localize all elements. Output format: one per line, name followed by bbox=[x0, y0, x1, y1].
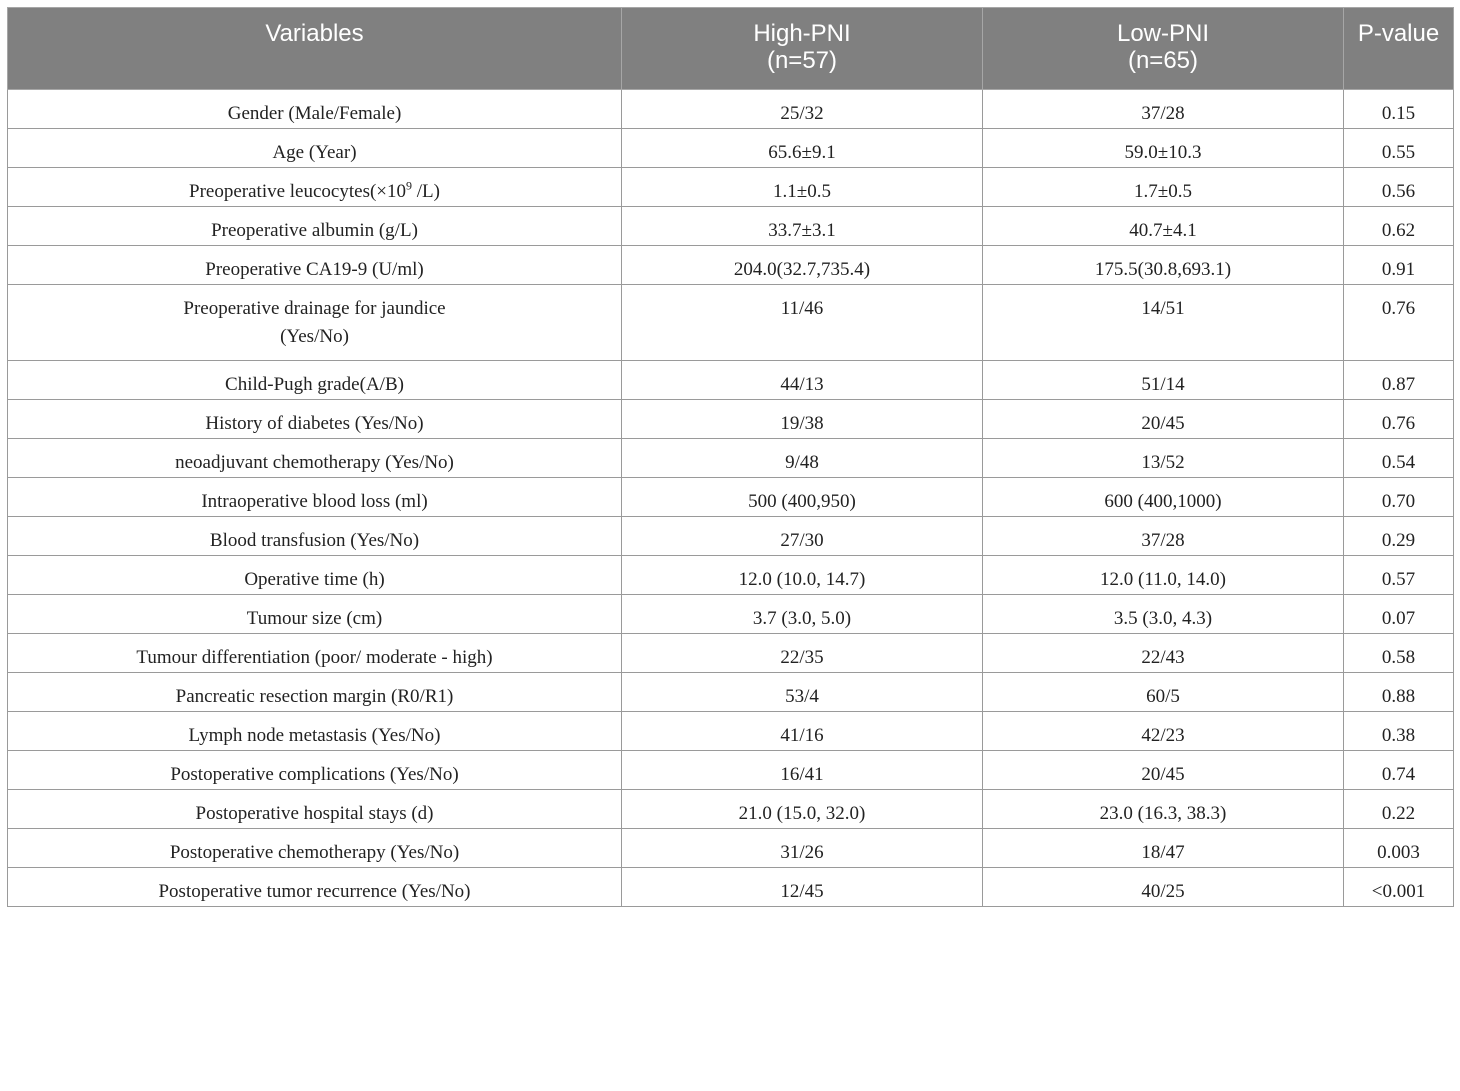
variable-cell: Intraoperative blood loss (ml) bbox=[8, 478, 622, 517]
p-value-cell: 0.70 bbox=[1344, 478, 1454, 517]
high-pni-cell: 25/32 bbox=[622, 90, 983, 129]
low-pni-cell: 13/52 bbox=[983, 439, 1344, 478]
low-pni-cell: 59.0±10.3 bbox=[983, 129, 1344, 168]
header-p-value: P-value bbox=[1344, 8, 1454, 90]
high-pni-cell: 22/35 bbox=[622, 634, 983, 673]
high-pni-cell: 16/41 bbox=[622, 751, 983, 790]
variable-cell: neoadjuvant chemotherapy (Yes/No) bbox=[8, 439, 622, 478]
table-row bbox=[8, 400, 1454, 439]
variable-cell: Tumour differentiation (poor/ moderate - high) bbox=[8, 634, 622, 673]
variable-cell: Pancreatic resection margin (R0/R1) bbox=[8, 673, 622, 712]
table-row bbox=[8, 556, 1454, 595]
table-row bbox=[8, 712, 1454, 751]
table-row bbox=[8, 673, 1454, 712]
high-pni-cell: 27/30 bbox=[622, 517, 983, 556]
table-row bbox=[8, 829, 1454, 868]
low-pni-cell: 3.5 (3.0, 4.3) bbox=[983, 595, 1344, 634]
variable-cell: Postoperative chemotherapy (Yes/No) bbox=[8, 829, 622, 868]
p-value-cell: 0.29 bbox=[1344, 517, 1454, 556]
table-row bbox=[8, 285, 1454, 361]
high-pni-cell: 21.0 (15.0, 32.0) bbox=[622, 790, 983, 829]
p-value-cell: 0.76 bbox=[1344, 285, 1454, 361]
variable-cell bbox=[8, 168, 622, 207]
variable-cell: Preoperative albumin (g/L) bbox=[8, 207, 622, 246]
p-value-cell: 0.76 bbox=[1344, 400, 1454, 439]
table-row bbox=[8, 790, 1454, 829]
header-high-pni-n: (n=57) bbox=[766, 47, 838, 74]
p-value-cell: 0.55 bbox=[1344, 129, 1454, 168]
header-low-pni-label: Low-PNI bbox=[1116, 20, 1210, 47]
high-pni-cell: 31/26 bbox=[622, 829, 983, 868]
p-value-cell: 0.91 bbox=[1344, 246, 1454, 285]
variable-cell: Postoperative hospital stays (d) bbox=[8, 790, 622, 829]
variable-cell: Gender (Male/Female) bbox=[8, 90, 622, 129]
p-value-cell: 0.54 bbox=[1344, 439, 1454, 478]
low-pni-cell: 1.7±0.5 bbox=[983, 168, 1344, 207]
variable-cell: Preoperative CA19-9 (U/ml) bbox=[8, 246, 622, 285]
low-pni-cell: 22/43 bbox=[983, 634, 1344, 673]
high-pni-cell: 44/13 bbox=[622, 361, 983, 400]
table-row bbox=[8, 751, 1454, 790]
variable-cell: Lymph node metastasis (Yes/No) bbox=[8, 712, 622, 751]
variable-cell: Postoperative tumor recurrence (Yes/No) bbox=[8, 868, 622, 907]
high-pni-cell: 11/46 bbox=[622, 285, 983, 361]
variable-text-line1: Preoperative drainage for jaundice bbox=[183, 298, 446, 319]
low-pni-cell: 175.5(30.8,693.1) bbox=[983, 246, 1344, 285]
header-variables: Variables bbox=[8, 8, 622, 90]
low-pni-cell: 600 (400,1000) bbox=[983, 478, 1344, 517]
superscript-exponent: 9 bbox=[406, 178, 413, 193]
p-value-cell: 0.07 bbox=[1344, 595, 1454, 634]
low-pni-cell: 42/23 bbox=[983, 712, 1344, 751]
high-pni-cell: 1.1±0.5 bbox=[622, 168, 983, 207]
variable-cell: Child-Pugh grade(A/B) bbox=[8, 361, 622, 400]
variable-unit: /L) bbox=[412, 181, 440, 202]
variable-cell: Postoperative complications (Yes/No) bbox=[8, 751, 622, 790]
header-high-pni bbox=[622, 8, 983, 90]
table-row bbox=[8, 361, 1454, 400]
high-pni-cell: 204.0(32.7,735.4) bbox=[622, 246, 983, 285]
low-pni-cell: 18/47 bbox=[983, 829, 1344, 868]
table-row bbox=[8, 246, 1454, 285]
high-pni-cell: 3.7 (3.0, 5.0) bbox=[622, 595, 983, 634]
variable-cell: History of diabetes (Yes/No) bbox=[8, 400, 622, 439]
variable-text-line2: (Yes/No) bbox=[280, 326, 349, 347]
table-row bbox=[8, 595, 1454, 634]
low-pni-cell: 12.0 (11.0, 14.0) bbox=[983, 556, 1344, 595]
high-pni-cell: 53/4 bbox=[622, 673, 983, 712]
p-value-cell: 0.15 bbox=[1344, 90, 1454, 129]
low-pni-cell: 51/14 bbox=[983, 361, 1344, 400]
high-pni-cell: 65.6±9.1 bbox=[622, 129, 983, 168]
low-pni-cell: 40/25 bbox=[983, 868, 1344, 907]
data-table bbox=[7, 7, 1454, 907]
table-row bbox=[8, 168, 1454, 207]
p-value-cell: 0.62 bbox=[1344, 207, 1454, 246]
table-row bbox=[8, 129, 1454, 168]
table-row bbox=[8, 207, 1454, 246]
table-row bbox=[8, 868, 1454, 907]
high-pni-cell: 33.7±3.1 bbox=[622, 207, 983, 246]
low-pni-cell: 23.0 (16.3, 38.3) bbox=[983, 790, 1344, 829]
p-value-cell: 0.57 bbox=[1344, 556, 1454, 595]
low-pni-cell: 37/28 bbox=[983, 90, 1344, 129]
p-value-cell: <0.001 bbox=[1344, 868, 1454, 907]
p-value-cell: 0.88 bbox=[1344, 673, 1454, 712]
low-pni-cell: 40.7±4.1 bbox=[983, 207, 1344, 246]
header-row bbox=[8, 8, 1454, 90]
high-pni-cell: 12.0 (10.0, 14.7) bbox=[622, 556, 983, 595]
high-pni-cell: 9/48 bbox=[622, 439, 983, 478]
low-pni-cell: 20/45 bbox=[983, 751, 1344, 790]
p-value-cell: 0.38 bbox=[1344, 712, 1454, 751]
table-row bbox=[8, 478, 1454, 517]
high-pni-cell: 19/38 bbox=[622, 400, 983, 439]
variable-text: Preoperative leucocytes(×10 bbox=[189, 181, 407, 202]
variable-cell bbox=[8, 285, 622, 361]
table-row bbox=[8, 439, 1454, 478]
table-row bbox=[8, 90, 1454, 129]
low-pni-cell: 60/5 bbox=[983, 673, 1344, 712]
header-low-pni bbox=[983, 8, 1344, 90]
high-pni-cell: 12/45 bbox=[622, 868, 983, 907]
table-row bbox=[8, 517, 1454, 556]
table-row bbox=[8, 634, 1454, 673]
header-low-pni-n: (n=65) bbox=[1127, 47, 1199, 74]
p-value-cell: 0.74 bbox=[1344, 751, 1454, 790]
variable-cell: Age (Year) bbox=[8, 129, 622, 168]
high-pni-cell: 41/16 bbox=[622, 712, 983, 751]
low-pni-cell: 14/51 bbox=[983, 285, 1344, 361]
variable-cell: Tumour size (cm) bbox=[8, 595, 622, 634]
variable-cell: Blood transfusion (Yes/No) bbox=[8, 517, 622, 556]
variable-cell: Operative time (h) bbox=[8, 556, 622, 595]
p-value-cell: 0.56 bbox=[1344, 168, 1454, 207]
p-value-cell: 0.22 bbox=[1344, 790, 1454, 829]
low-pni-cell: 37/28 bbox=[983, 517, 1344, 556]
p-value-cell: 0.87 bbox=[1344, 361, 1454, 400]
p-value-cell: 0.58 bbox=[1344, 634, 1454, 673]
header-high-pni-label: High-PNI bbox=[753, 20, 851, 47]
p-value-cell: 0.003 bbox=[1344, 829, 1454, 868]
high-pni-cell: 500 (400,950) bbox=[622, 478, 983, 517]
low-pni-cell: 20/45 bbox=[983, 400, 1344, 439]
